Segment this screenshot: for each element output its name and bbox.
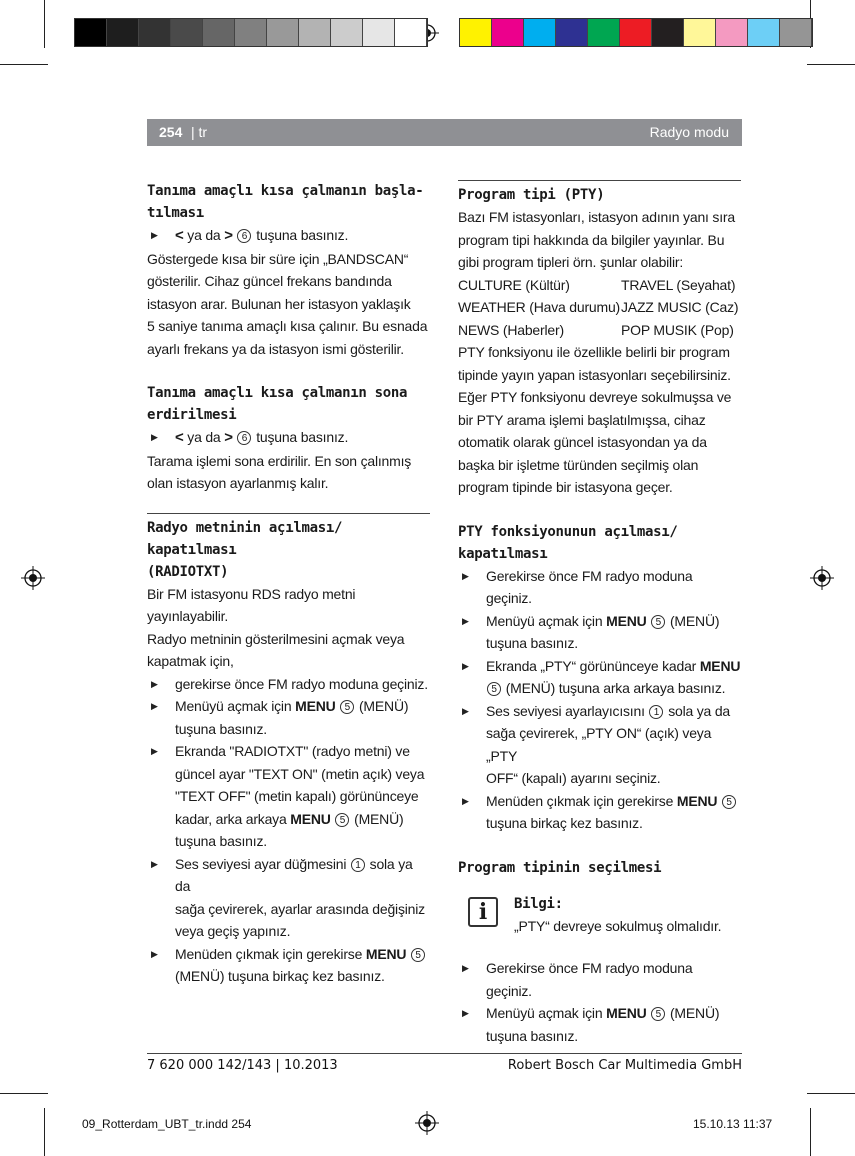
section-title: Radyo modu: [649, 124, 729, 140]
paragraph: tipinde yayın yapan istasyonları seçebilirsiniz.: [458, 366, 731, 383]
color-swatch: [331, 19, 363, 46]
paragraph: kapatmak için,: [147, 653, 234, 669]
table-cell: POP MUSIK (Pop): [621, 321, 734, 338]
page-number: 254: [159, 124, 183, 140]
page-header: [147, 119, 742, 146]
paragraph: başka bir işletme türünden seçilmiş olan: [458, 456, 699, 473]
key-number-5: 5: [335, 813, 349, 827]
list-item: ▶ Gerekirse önce FM radyo moduna geçiniz.: [458, 957, 741, 1002]
paragraph: Bazı FM istasyonları, istasyon adının yanı sıra: [458, 209, 735, 225]
heading-scan-stop: Tanıma amaçlı kısa çalmanın sona erdirilmesi: [147, 385, 408, 423]
heading-radiotext: Radyo metninin açılması/ kapatılması (RADIOTXT): [147, 513, 430, 583]
info-icon: i: [468, 897, 498, 927]
chevron-left-icon: <: [175, 227, 184, 244]
paragraph: yayınlayabilir.: [147, 608, 229, 624]
list-item: ▶ Gerekirse önce FM radyo moduna geçiniz.: [458, 565, 741, 610]
registration-mark-icon: [810, 566, 834, 590]
registration-mark-icon: [415, 1111, 439, 1135]
paragraph: program tipi hakkında da bilgiler yayınlar. Bu: [458, 231, 725, 248]
key-number-5: 5: [722, 795, 736, 809]
color-swatch: [492, 19, 524, 46]
key-number-1: 1: [649, 705, 663, 719]
table-cell: WEATHER (Hava durumu): [458, 299, 621, 315]
paragraph: olan istasyon ayarlanmış kalır.: [147, 475, 329, 491]
crop-mark: [0, 1093, 48, 1094]
color-swatch: [460, 19, 492, 46]
color-swatch: [299, 19, 331, 46]
color-swatch: [203, 19, 235, 46]
cmyk-color-bar: [459, 18, 813, 47]
color-swatch: [716, 19, 748, 46]
paragraph: ayarlı frekans ya da istasyon ismi gösterilir.: [147, 340, 404, 357]
slug-file-name: 09_Rotterdam_UBT_tr.indd 254: [82, 1117, 252, 1131]
info-box: [458, 893, 741, 938]
slug-date: 15.10.13 11:37: [693, 1117, 773, 1131]
paragraph: gibi program tipleri örn. şunlar olabilir:: [458, 254, 684, 270]
left-column: [147, 180, 430, 988]
paragraph: otomatik olarak güncel istasyondan ya da: [458, 434, 707, 450]
chevron-right-icon: >: [224, 429, 233, 446]
table-cell: CULTURE (Kültür): [458, 276, 570, 293]
paragraph: bir PTY arama işlemi başlatılmışsa, cihaz: [458, 411, 706, 428]
heading-pty-toggle: PTY fonksiyonunun açılması/ kapatılması: [458, 523, 678, 562]
paragraph: Göstergede kısa bir süre için „BANDSCAN“: [147, 250, 409, 267]
info-title: Bilgi:: [514, 895, 563, 912]
crop-mark: [807, 1093, 855, 1094]
color-swatch: [524, 19, 556, 46]
registration-mark-icon: [21, 566, 45, 590]
paragraph: program tipinde bir istasyona geçer.: [458, 479, 673, 495]
crop-mark: [810, 1108, 811, 1156]
crop-mark: [807, 64, 855, 65]
key-number-1: 1: [351, 858, 365, 872]
heading-program-type: Program tipi (PTY): [458, 180, 741, 206]
list-item: ▶ Ekranda „PTY“ görününceye kadar MENU 5 (MENÜ) tuşuna arka arkaya basınız.: [458, 655, 741, 700]
list-item: ▶ < ya da > 6 tuşuna basınız.: [147, 426, 430, 450]
list-item: ▶ < ya da > 6 tuşuna basınız.: [147, 224, 430, 248]
right-column: [458, 180, 741, 1047]
color-swatch: [620, 19, 652, 46]
paragraph: PTY fonksiyonu ile özellikle belirli bir program: [458, 344, 730, 360]
color-swatch: [588, 19, 620, 46]
key-number-5: 5: [651, 615, 665, 629]
paragraph: 5 saniye tanıma amaçlı kısa çalınır. Bu esnada: [147, 318, 428, 334]
table-cell: JAZZ MUSIC (Caz): [621, 299, 739, 315]
footer-company: Robert Bosch Car Multimedia GmbH: [507, 1058, 742, 1073]
list-item: ▶ Menüden çıkmak için gerekirse MENU 5 tuşuna birkaç kez basınız.: [458, 790, 741, 835]
paragraph: istasyon arar. Bulunan her istasyon yaklaşık: [147, 295, 411, 312]
list-item: ▶ Ekranda "RADIOTXT" (radyo metni) ve güncel ayar "TEXT ON" (metin açık) veya "TEXT OFF" (metin kapalı) görününceye kadar, arka arkaya MENU 5 (MENÜ) tuşuna basınız.: [147, 740, 430, 853]
color-swatch: [267, 19, 299, 46]
info-text: „PTY“ devreye sokulmuş olmalıdır.: [514, 917, 722, 934]
list-item: ▶ Ses seviyesi ayar düğmesini 1 sola ya da sağa çevirerek, ayarlar arasında değişiniz veya geçiş yapınız.: [147, 853, 430, 943]
paragraph: gösterilir. Cihaz güncel frekans bandında: [147, 273, 392, 289]
key-number-5: 5: [340, 700, 354, 714]
color-swatch: [75, 19, 107, 46]
color-swatch: [171, 19, 203, 46]
list-item: ▶ Menüyü açmak için MENU 5 (MENÜ) tuşuna basınız.: [458, 610, 741, 655]
paragraph: Eğer PTY fonksiyonu devreye sokulmuşsa ve: [458, 389, 732, 405]
crop-mark: [44, 1108, 45, 1156]
grayscale-color-bar: [74, 18, 428, 47]
color-swatch: [395, 19, 427, 46]
color-swatch: [684, 19, 716, 46]
chevron-left-icon: <: [175, 429, 184, 446]
paragraph: Bir FM istasyonu RDS radyo metni: [147, 585, 356, 602]
list-item: ▶ Menüyü açmak için MENU 5 (MENÜ) tuşuna basınız.: [147, 695, 430, 740]
color-swatch: [556, 19, 588, 46]
language-code: | tr: [191, 124, 208, 140]
footer-rule: [147, 1053, 742, 1054]
key-number-5: 5: [487, 682, 501, 696]
list-item: ▶ Menüyü açmak için MENU 5 (MENÜ) tuşuna basınız.: [458, 1002, 741, 1047]
color-swatch: [363, 19, 395, 46]
list-item: ▶ Menüden çıkmak için gerekirse MENU 5 (MENÜ) tuşuna birkaç kez basınız.: [147, 943, 430, 988]
key-number-5: 5: [411, 948, 425, 962]
crop-mark: [44, 0, 45, 48]
heading-program-select: Program tipinin seçilmesi: [458, 859, 662, 876]
paragraph: Tarama işlemi sona erdirilir. En son çalınmış: [147, 452, 412, 469]
color-swatch: [748, 19, 780, 46]
footer-doc-number: 7 620 000 142/143 | 10.2013: [147, 1058, 338, 1073]
paragraph: Radyo metninin gösterilmesini açmak veya: [147, 630, 405, 647]
color-swatch: [780, 19, 812, 46]
crop-mark: [0, 64, 48, 65]
color-swatch: [139, 19, 171, 46]
chevron-right-icon: >: [224, 227, 233, 244]
color-swatch: [652, 19, 684, 46]
key-number-6: 6: [237, 431, 251, 445]
color-swatch: [235, 19, 267, 46]
list-item: ▶ gerekirse önce FM radyo moduna geçiniz.: [147, 673, 430, 696]
key-number-6: 6: [237, 229, 251, 243]
heading-scan-start: Tanıma amaçlı kısa çalmanın başla- tılması: [147, 183, 424, 221]
table-cell: NEWS (Haberler): [458, 321, 564, 338]
pty-table: [458, 274, 741, 342]
table-cell: TRAVEL (Seyahat): [621, 276, 736, 293]
key-number-5: 5: [651, 1007, 665, 1021]
color-swatch: [107, 19, 139, 46]
list-item: ▶ Ses seviyesi ayarlayıcısını 1 sola ya da sağa çevirerek, „PTY ON“ (açık) veya „PTY OFF“ (kapalı) ayarını seçiniz.: [458, 700, 741, 790]
